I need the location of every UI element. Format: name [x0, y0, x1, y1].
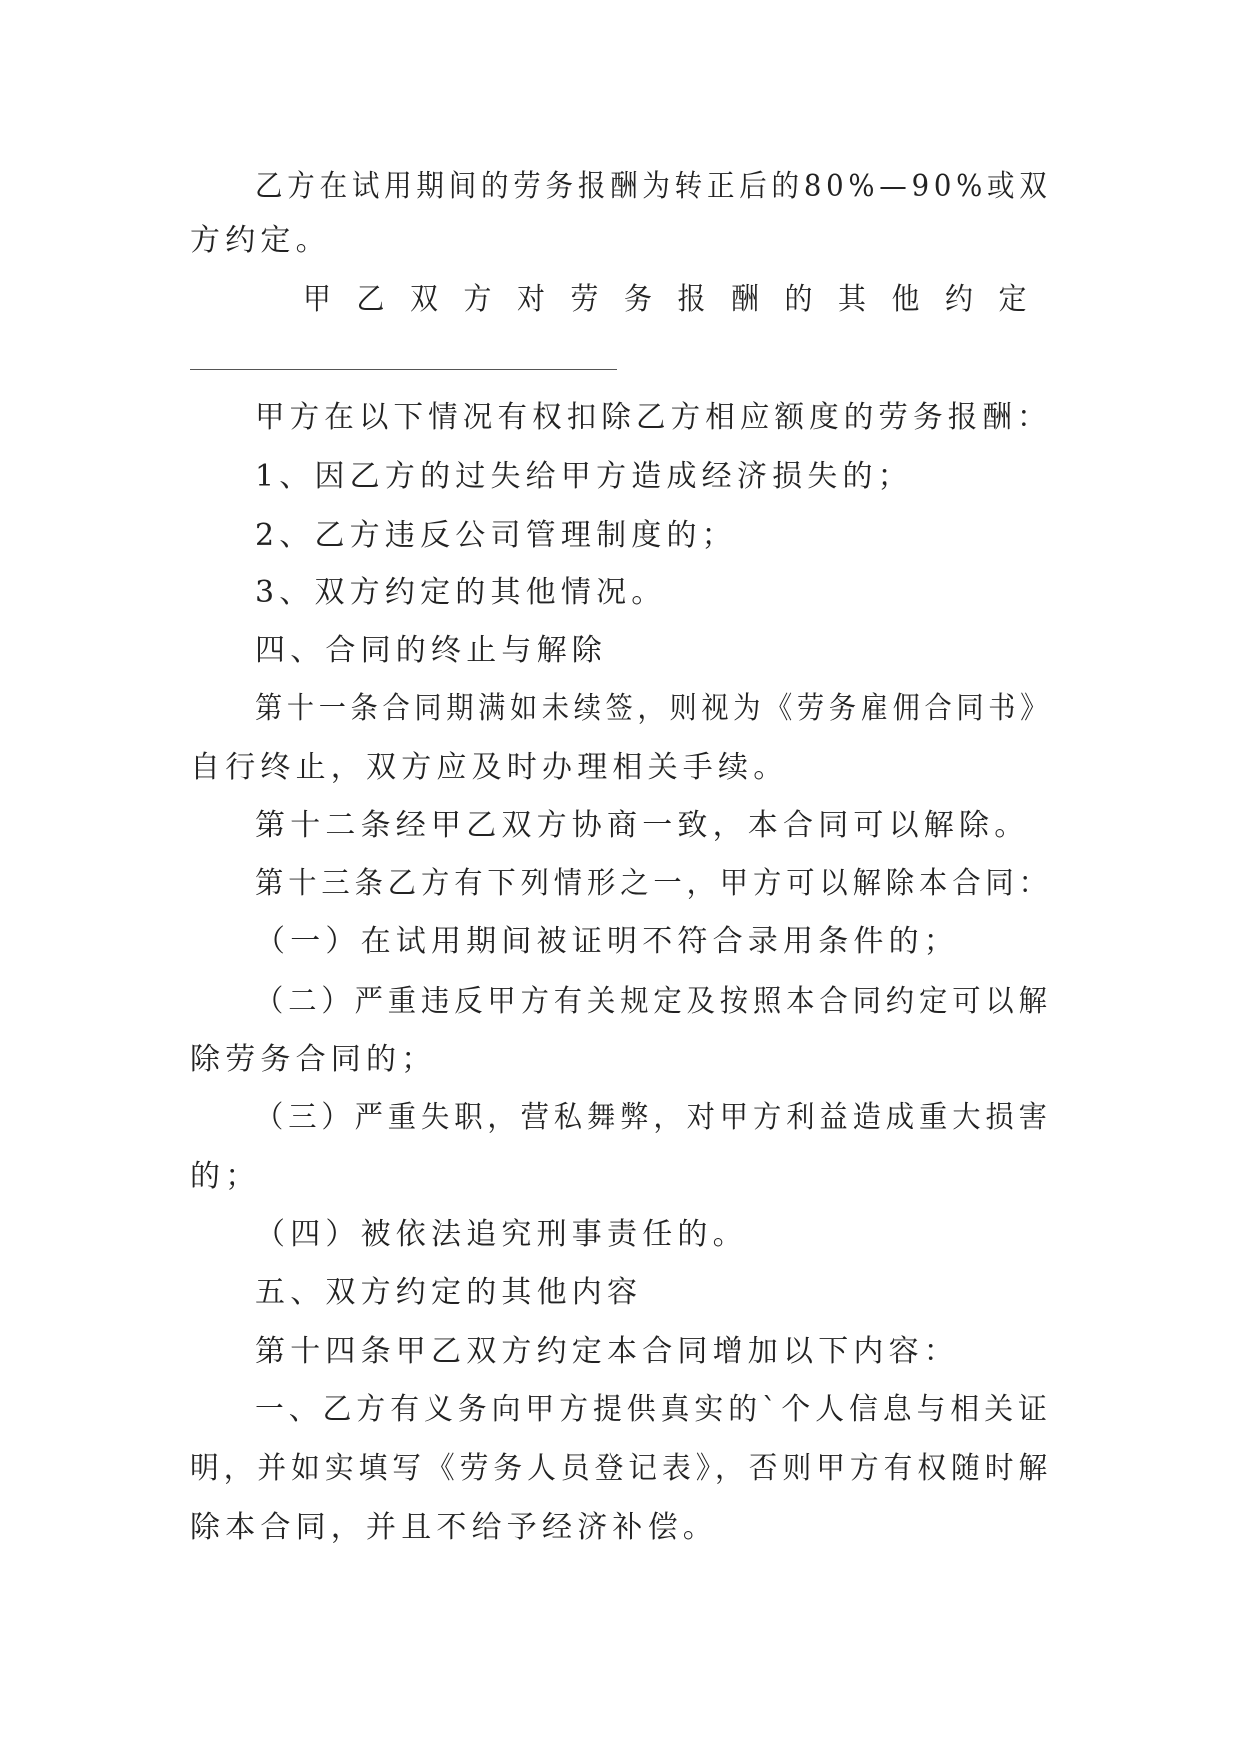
- list-item: （四）被依法追究刑事责任的。: [255, 1217, 748, 1252]
- paragraph-line: 方约定。: [190, 223, 331, 258]
- list-item: 3、双方约定的其他情况。: [255, 575, 667, 610]
- paragraph-line: 第十三条乙方有下列情形之一，甲方可以解除本合同：: [255, 866, 1052, 901]
- paragraph-line: 除劳务合同的；: [190, 1042, 437, 1077]
- paragraph-line: 的；: [190, 1159, 261, 1194]
- paragraph-line: 自行终止，双方应及时办理相关手续。: [190, 750, 789, 785]
- list-item: （三）严重失职，营私舞弊，对甲方利益造成重大损害: [255, 1100, 1052, 1135]
- paragraph-line: 第十一条合同期满如未续签，则视为《劳务雇佣合同书》: [255, 691, 1052, 726]
- paragraph-line: 甲乙双方对劳务报酬的其他约定: [303, 282, 1052, 317]
- blank-fill-line: [190, 369, 617, 370]
- section-heading: 五、双方约定的其他内容: [255, 1275, 643, 1310]
- paragraph-line: 第十二条经甲乙双方协商一致，本合同可以解除。: [255, 808, 1030, 843]
- list-item: （二）严重违反甲方有关规定及按照本合同约定可以解: [255, 984, 1052, 1019]
- list-item: 1、因乙方的过失给甲方造成经济损失的；: [255, 459, 913, 494]
- section-heading: 四、合同的终止与解除: [255, 633, 607, 668]
- paragraph-line: 甲方在以下情况有权扣除乙方相应额度的劳务报酬：: [255, 400, 1052, 435]
- list-item: （一）在试用期间被证明不符合录用条件的；: [255, 924, 959, 959]
- list-item: 2、乙方违反公司管理制度的；: [255, 518, 737, 553]
- paragraph-line: 一、乙方有义务向甲方提供真实的`个人信息与相关证: [255, 1392, 1052, 1427]
- paragraph-line: 明，并如实填写《劳务人员登记表》，否则甲方有权随时解: [190, 1451, 1053, 1486]
- paragraph-line: 第十四条甲乙双方约定本合同增加以下内容：: [255, 1334, 959, 1369]
- paragraph-line: 乙方在试用期间的劳务报酬为转正后的80%—90%或双: [255, 169, 1052, 204]
- paragraph-line: 除本合同，并且不给予经济补偿。: [190, 1510, 718, 1545]
